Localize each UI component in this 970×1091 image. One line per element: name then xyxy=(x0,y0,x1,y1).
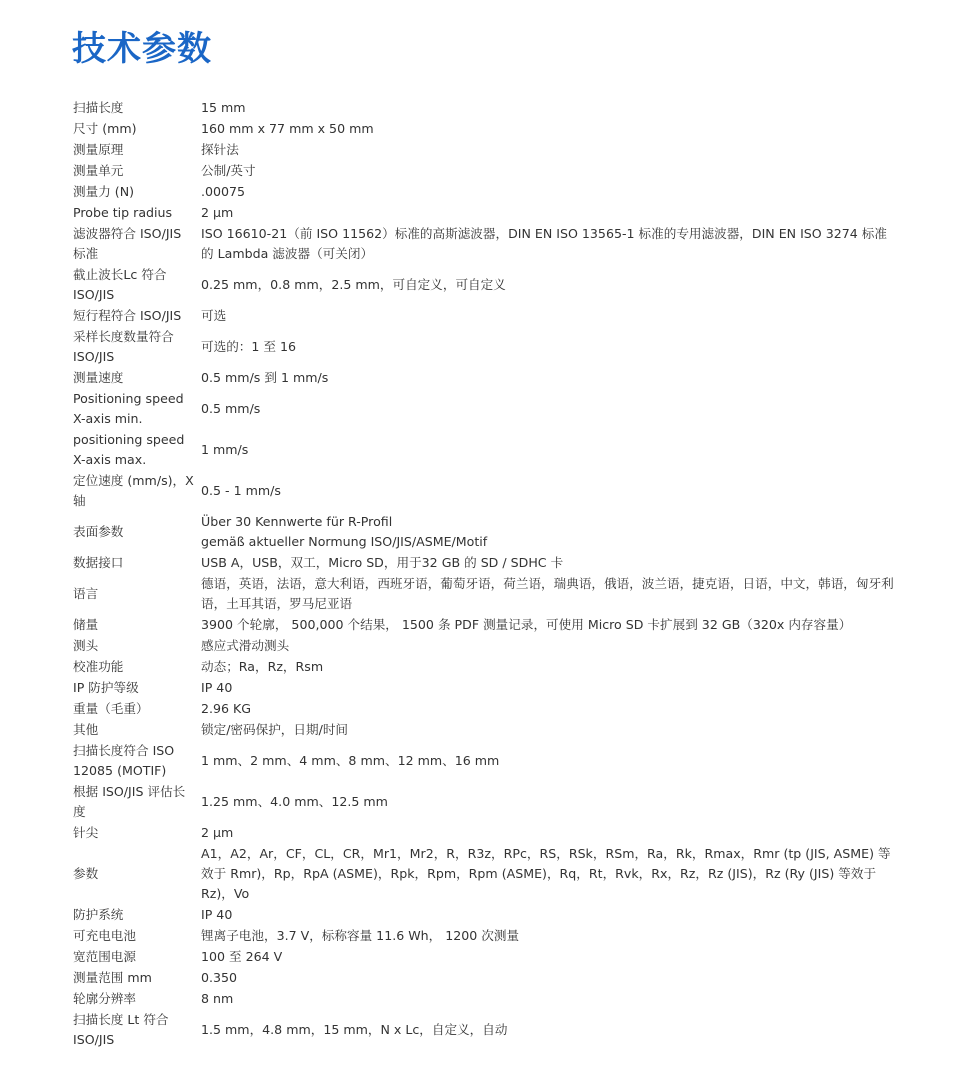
spec-value: 探针法 xyxy=(201,141,239,157)
table-row xyxy=(69,139,899,160)
table-row xyxy=(69,160,899,181)
table-row xyxy=(69,677,899,698)
table-row xyxy=(69,1009,899,1050)
spec-label: 采样长度数量符合 ISO/JIS xyxy=(73,328,174,364)
spec-value: 0.5 mm/s xyxy=(201,400,261,416)
table-row xyxy=(69,635,899,656)
spec-value: 2.96 KG xyxy=(201,700,252,716)
spec-label: 测量原理 xyxy=(73,141,124,157)
spec-label: Positioning speed X-axis min. xyxy=(73,390,184,426)
spec-value: Über 30 Kennwerte für R-Profil gemäß aktueller Normung ISO/JIS/ASME/Motif xyxy=(201,513,488,549)
spec-label: 宽范围电源 xyxy=(73,948,136,964)
spec-value: 锂离子电池，3.7 V，标称容量 11.6 Wh， 1200 次测量 xyxy=(201,927,520,943)
spec-value: 动态；Ra，Rz，Rsm xyxy=(201,658,324,674)
spec-label: 截止波长Lc 符合 ISO/JIS xyxy=(73,266,167,302)
spec-label: 表面参数 xyxy=(73,523,124,539)
spec-label: IP 防护等级 xyxy=(73,679,139,695)
table-row xyxy=(69,988,899,1009)
table-row xyxy=(69,719,899,740)
spec-label: 测量范围 mm xyxy=(73,969,152,985)
table-row xyxy=(69,904,899,925)
spec-value: 0.5 mm/s 到 1 mm/s xyxy=(201,369,329,385)
spec-label: 短行程符合 ISO/JIS xyxy=(73,307,182,323)
table-row xyxy=(69,97,899,118)
table-row xyxy=(69,843,899,904)
spec-label: 其他 xyxy=(73,721,99,737)
table-row xyxy=(69,326,899,367)
spec-value: 1 mm/s xyxy=(201,441,249,457)
spec-value: IP 40 xyxy=(201,679,233,695)
spec-table-body xyxy=(69,97,899,1050)
spec-label: 根据 ISO/JIS 评估长度 xyxy=(73,783,186,819)
spec-label: positioning speed X-axis max. xyxy=(73,431,185,467)
spec-value: 公制/英寸 xyxy=(201,162,256,178)
table-row xyxy=(69,614,899,635)
spec-label: 测量速度 xyxy=(73,369,124,385)
table-row xyxy=(69,305,899,326)
spec-value: 160 mm x 77 mm x 50 mm xyxy=(201,120,374,136)
table-row xyxy=(69,264,899,305)
spec-label: 轮廓分辨率 xyxy=(73,990,136,1006)
table-row xyxy=(69,781,899,822)
spec-label: 定位速度 (mm/s)，X 轴 xyxy=(73,472,194,508)
spec-value: 0.25 mm，0.8 mm，2.5 mm，可自定义，可自定义 xyxy=(201,276,506,292)
table-row xyxy=(69,181,899,202)
spec-value: 2 µm xyxy=(201,204,234,220)
spec-label: 尺寸 (mm) xyxy=(73,120,137,136)
table-row xyxy=(69,573,899,614)
spec-label: 扫描长度符合 ISO 12085 (MOTIF) xyxy=(73,742,175,778)
spec-label: 校准功能 xyxy=(73,658,124,674)
spec-label: 扫描长度 xyxy=(73,99,124,115)
table-row xyxy=(69,429,899,470)
spec-label: 测量力 (N) xyxy=(73,183,135,199)
table-row xyxy=(69,118,899,139)
table-row xyxy=(69,552,899,573)
spec-value: 0.5 - 1 mm/s xyxy=(201,482,281,498)
spec-value: 可选 xyxy=(201,307,227,323)
table-row xyxy=(69,925,899,946)
spec-value: 15 mm xyxy=(201,99,246,115)
spec-value: IP 40 xyxy=(201,906,233,922)
table-row xyxy=(69,367,899,388)
spec-label: 扫描长度 Lt 符合 ISO/JIS xyxy=(73,1011,169,1047)
spec-label: 储量 xyxy=(73,616,99,632)
table-row xyxy=(69,470,899,511)
spec-value: 德语，英语，法语，意大利语，西班牙语，葡萄牙语，荷兰语，瑞典语，俄语，波兰语，捷克语，日语，中文，韩语，匈牙利语，土耳其语，罗马尼亚语 xyxy=(201,575,894,611)
spec-value: .00075 xyxy=(201,183,246,199)
spec-value: 3900 个轮廓， 500,000 个结果， 1500 条 PDF 测量记录，可使用 Micro SD 卡扩展到 32 GB（320x 内存容量） xyxy=(201,616,852,632)
table-row xyxy=(69,822,899,843)
table-row xyxy=(69,223,899,264)
spec-value: 2 µm xyxy=(201,824,234,840)
table-row xyxy=(69,656,899,677)
spec-value: 1.5 mm，4.8 mm，15 mm，N x Lc，自定义，自动 xyxy=(201,1021,508,1037)
table-row xyxy=(69,740,899,781)
spec-value: ISO 16610-21（前 ISO 11562）标准的高斯滤波器，DIN EN ISO 13565-1 标准的专用滤波器，DIN EN ISO 3274 标准的 Lambda 滤波器（可关闭） xyxy=(201,225,887,261)
page-title: 技术参数 xyxy=(72,29,212,69)
spec-label: 针尖 xyxy=(73,824,99,840)
table-row xyxy=(69,698,899,719)
spec-label: 滤波器符合 ISO/JIS 标准 xyxy=(73,225,182,261)
spec-value: A1，A2，Ar，CF，CL，CR，Mr1，Mr2，R，R3z，RPc，RS，RSk，RSm，Ra，Rk，Rmax，Rmr (tp (JIS, ASME) 等效于 Rmr)，Rp，RpA (ASME)，Rpk，Rpm，Rpm (ASME)，Rq，Rt，Rvk，Rx，Rz，Rz (JIS)，Rz (Ry (JIS) 等效于 Rz)，Vo xyxy=(201,845,891,901)
table-row xyxy=(69,202,899,223)
table-row xyxy=(69,388,899,429)
spec-value: 1 mm、2 mm、4 mm、8 mm、12 mm、16 mm xyxy=(201,752,500,768)
spec-value: 感应式滑动测头 xyxy=(201,637,290,653)
spec-label: 语言 xyxy=(73,585,99,601)
spec-label: 参数 xyxy=(73,865,99,881)
spec-label: 测量单元 xyxy=(73,162,124,178)
spec-table xyxy=(69,97,899,1050)
spec-value: 1.25 mm、4.0 mm、12.5 mm xyxy=(201,793,388,809)
spec-value: 0.350 xyxy=(201,969,238,985)
spec-label: 防护系统 xyxy=(73,906,124,922)
table-row xyxy=(69,967,899,988)
spec-label: Probe tip radius xyxy=(73,204,173,220)
spec-label: 测头 xyxy=(73,637,99,653)
spec-value: 可选的：1 至 16 xyxy=(201,338,297,354)
spec-value: 100 至 264 V xyxy=(201,948,283,964)
spec-label: 重量（毛重） xyxy=(73,700,149,716)
table-row xyxy=(69,511,899,552)
table-row xyxy=(69,946,899,967)
spec-label: 数据接口 xyxy=(73,554,124,570)
spec-label: 可充电电池 xyxy=(73,927,136,943)
spec-value: USB A，USB，双工，Micro SD，用于32 GB 的 SD / SDHC 卡 xyxy=(201,554,564,570)
spec-value: 8 nm xyxy=(201,990,234,1006)
spec-value: 锁定/密码保护，日期/时间 xyxy=(201,721,349,737)
